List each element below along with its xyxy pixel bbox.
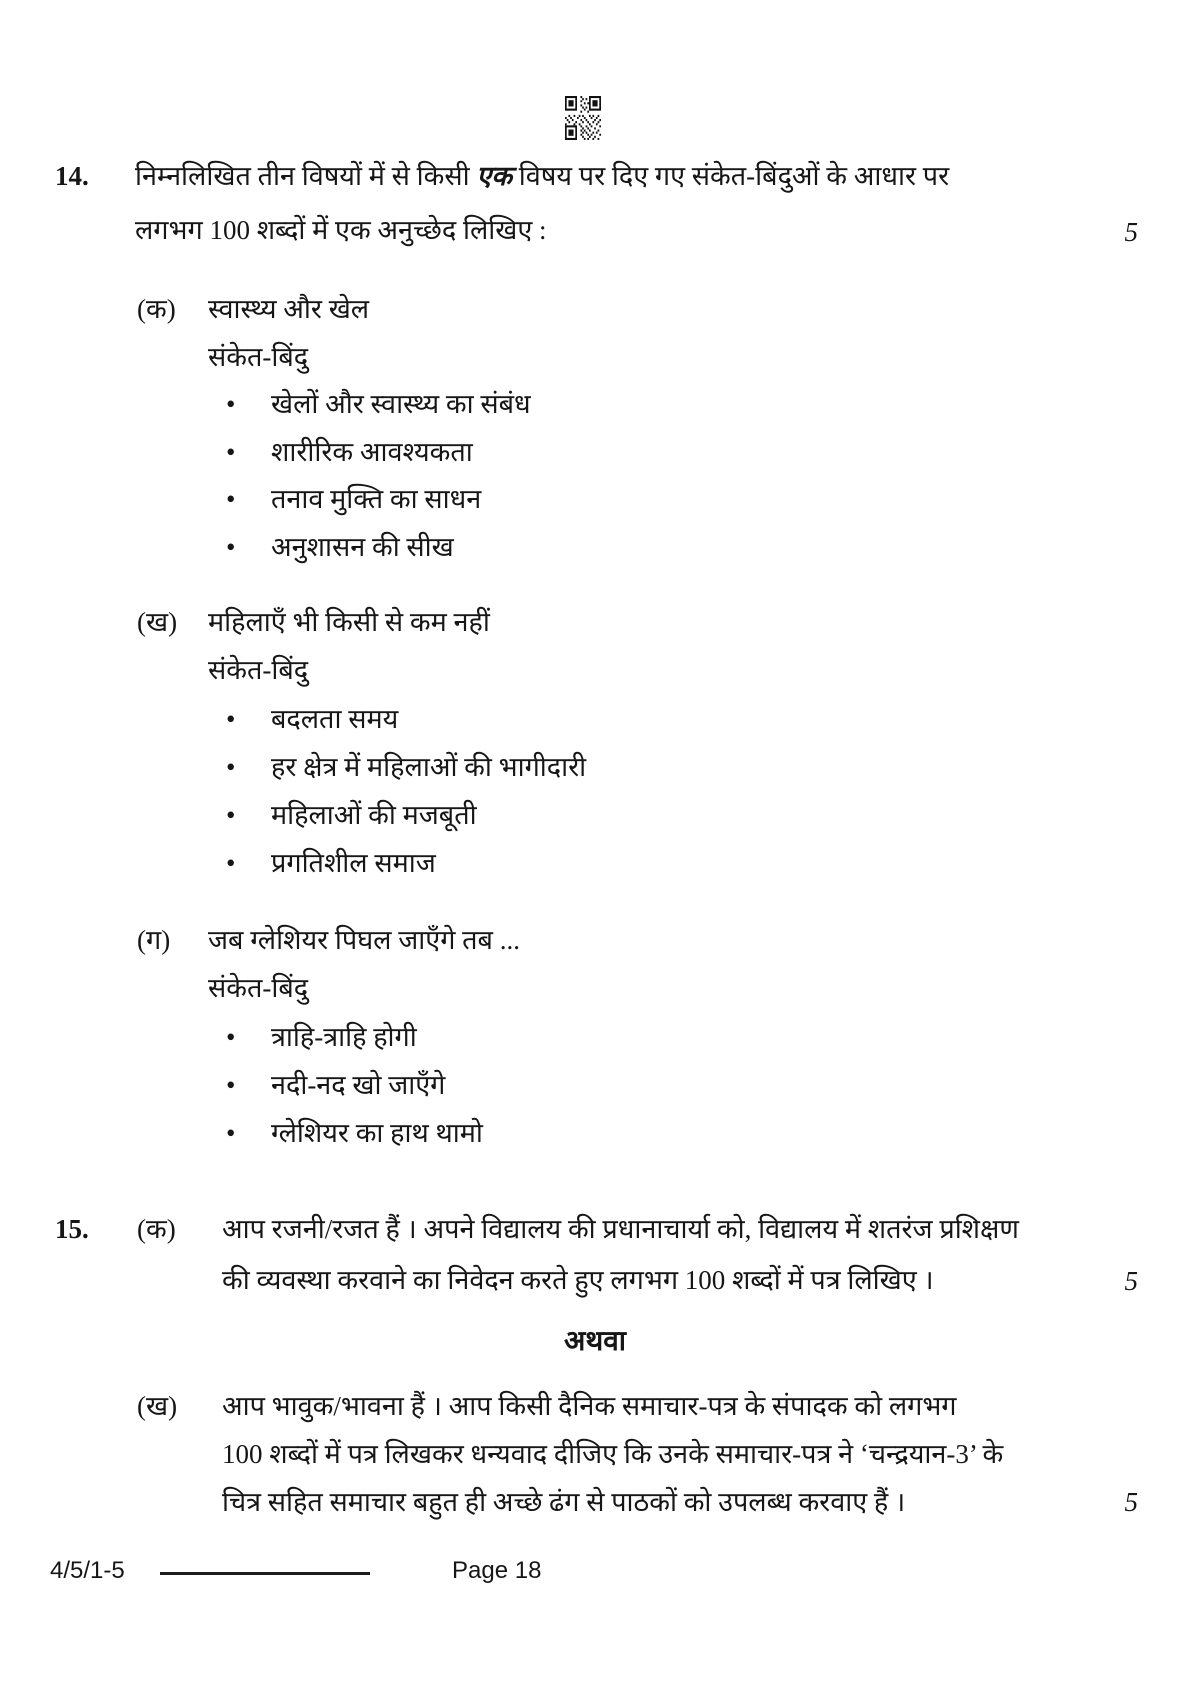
bullet-icon: • — [226, 1069, 236, 1100]
bullet-icon: • — [226, 484, 236, 514]
bullet-icon: • — [226, 389, 236, 419]
question-14-marks: 5 — [1124, 217, 1138, 247]
bullet-icon: • — [226, 800, 236, 830]
bullet-icon: • — [226, 1118, 236, 1148]
bullet-icon: • — [226, 531, 236, 562]
question-15b-line3: चित्र सहित समाचार बहुत ही अच्छे ढंग से पाठकों को उपलब्ध करवाए हैं । — [222, 1487, 906, 1517]
topic-ga-label: (ग) — [137, 925, 171, 955]
bullet-text: अनुशासन की सीख — [271, 531, 454, 562]
question-14-number: 14. — [55, 161, 89, 191]
bullet-text: खेलों और स्वास्थ्य का संबंध — [271, 389, 531, 419]
question-15a-line1: आप रजनी/रजत हैं । अपने विद्यालय की प्रधानाचार्या को, विद्यालय में शतरंज प्रशिक्षण — [222, 1214, 1019, 1244]
hint-label: संकेत-बिंदु — [208, 341, 309, 372]
bullet-icon: • — [226, 436, 236, 467]
paper-code: 4/5/1-5 — [50, 1557, 125, 1584]
qr-code — [565, 96, 601, 140]
bullet-icon: • — [226, 751, 236, 782]
bullet-point — [208, 743, 1190, 791]
question-14-intro — [135, 149, 949, 257]
intro-emphasis: एक — [476, 161, 513, 191]
topic-ga — [0, 916, 1190, 1157]
question-15b-marks: 5 — [1124, 1487, 1138, 1517]
topic-kha-title: महिलाएँ भी किसी से कम नहीं — [208, 607, 490, 637]
topic-ka-title: स्वास्थ्य और खेल — [208, 294, 370, 324]
topic-kha-label: (ख) — [137, 607, 178, 637]
bullet-point — [208, 476, 1190, 524]
hint-label: संकेत-बिंदु — [208, 973, 309, 1004]
topic-kha — [0, 598, 1190, 888]
bullet-text: बदलता समय — [271, 703, 399, 734]
or-divider: अथवा — [563, 1326, 627, 1357]
bullet-icon: • — [226, 703, 236, 734]
bullet-point — [208, 1013, 1190, 1061]
bullet-icon: • — [226, 848, 236, 879]
page-number: Page 18 — [452, 1557, 542, 1584]
bullet-point — [208, 381, 1190, 429]
question-15a-label: (क) — [137, 1214, 176, 1244]
bullet-point — [208, 429, 1190, 477]
intro-text: निम्नलिखित तीन विषयों में से किसी — [135, 161, 477, 191]
bullet-text: हर क्षेत्र में महिलाओं की भागीदारी — [271, 751, 587, 782]
topic-ga-title: जब ग्लेशियर पिघल जाएँगे तब ... — [208, 925, 520, 955]
bullet-text: महिलाओं की मजबूती — [271, 800, 477, 830]
bullet-point — [208, 524, 1190, 572]
question-14-intro-line1 — [135, 149, 949, 203]
question-15b-text — [222, 1382, 1003, 1526]
question-15b-line1: आप भावुक/भावना हैं । आप किसी दैनिक समाचार-पत्र के संपादक को लगभग — [222, 1391, 957, 1421]
question-15b-label: (ख) — [137, 1391, 178, 1421]
footer-rule — [160, 1572, 370, 1575]
question-15a-marks: 5 — [1124, 1266, 1138, 1296]
bullet-text: नदी-नद खो जाएँगे — [271, 1069, 446, 1100]
bullet-point — [208, 1109, 1190, 1157]
bullet-text: ग्लेशियर का हाथ थामो — [271, 1118, 483, 1148]
intro-text: विषय पर दिए गए संकेत-बिंदुओं के आधार पर — [512, 161, 950, 191]
bullet-text: तनाव मुक्ति का साधन — [271, 484, 482, 514]
hint-label: संकेत-बिंदु — [208, 655, 309, 686]
topic-ka — [0, 286, 1190, 571]
question-15b-line2: 100 शब्दों में पत्र लिखकर धन्यवाद दीजिए कि उनके समाचार-पत्र ने ‘चन्द्रयान-3’ के — [222, 1439, 1004, 1469]
bullet-point — [208, 791, 1190, 839]
topic-ka-label: (क) — [137, 294, 176, 324]
question-15-number: 15. — [55, 1214, 89, 1244]
bullet-text: त्राहि-त्राहि होगी — [271, 1021, 417, 1052]
question-15a-text — [222, 1204, 1019, 1306]
question-14-intro-line2: लगभग 100 शब्दों में एक अनुच्छेद लिखिए : — [135, 215, 547, 245]
bullet-point — [208, 839, 1190, 887]
bullet-text: शारीरिक आवश्यकता — [271, 436, 473, 467]
bullet-point — [208, 1061, 1190, 1109]
bullet-text: प्रगतिशील समाज — [271, 848, 436, 879]
question-15a-line2: की व्यवस्था करवाने का निवेदन करते हुए लगभग 100 शब्दों में पत्र लिखिए । — [222, 1265, 934, 1295]
bullet-icon: • — [226, 1021, 236, 1052]
bullet-point — [208, 695, 1190, 743]
